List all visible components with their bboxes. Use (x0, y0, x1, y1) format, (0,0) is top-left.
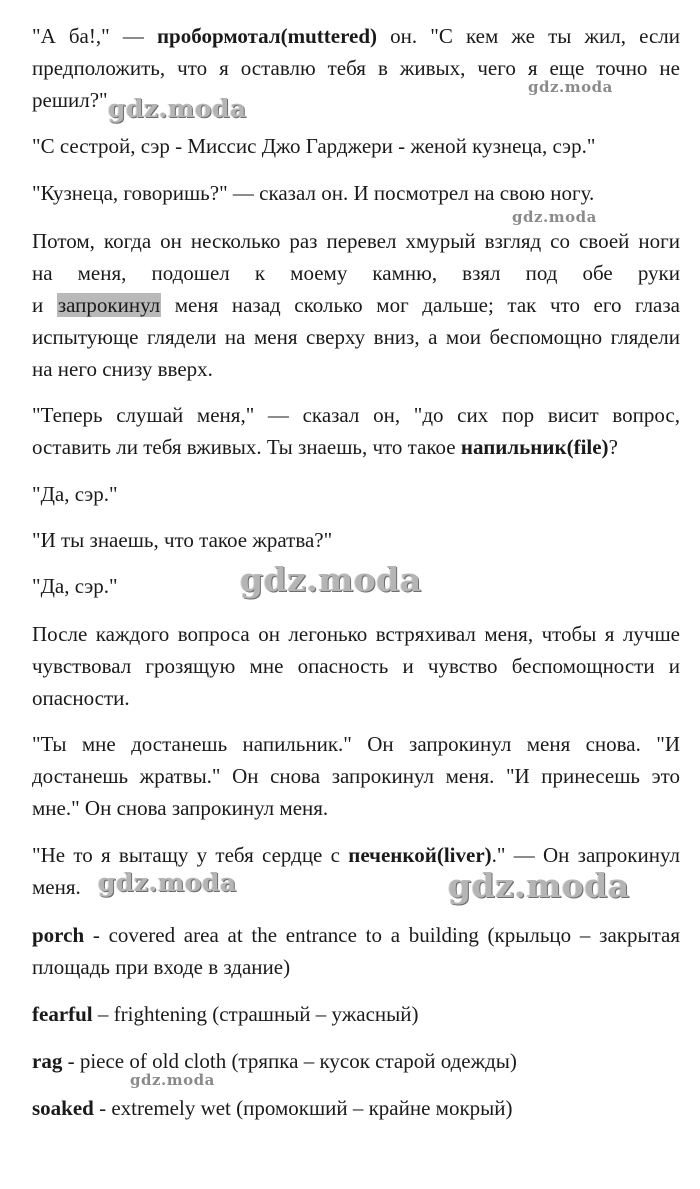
paragraph-4-line-2: на меня, подошел к моему камню, взял под обе руки (32, 261, 680, 285)
watermark: gdz.moda (98, 868, 237, 897)
vocab-term: fearful (32, 1002, 93, 1026)
paragraph-1-line-2: предположить, что я оставлю тебя в живых, чего я еще точно не (32, 56, 680, 80)
paragraph-4-line-4: испытующе глядели на меня сверху вниз, а мои беспомощно глядели (32, 325, 680, 349)
paragraph-10-line-1: "Ты мне достанешь напильник." Он запрокинул меня снова. "И (32, 732, 680, 756)
watermark: gdz.moda (130, 1071, 215, 1089)
watermark: gdz.moda (528, 78, 613, 96)
paragraph-4-line-1: Потом, когда он несколько раз перевел хмурый взгляд со своей ноги (32, 229, 680, 253)
paragraph-10-line-2: достанешь жратвы." Он снова запрокинул меня. "И принесешь это (32, 764, 680, 788)
bold-term-muttered: пробормотал(muttered) (156, 24, 378, 48)
paragraph-6: "Да, сэр." (32, 482, 118, 506)
paragraph-5-line-1: "Теперь слушай меня," — сказал он, "до сих пор висит вопрос, (32, 403, 680, 427)
bold-term-liver: печенкой(liver) (348, 843, 492, 867)
bold-term-file: напильник(file) (460, 435, 609, 459)
vocab-term: porch (32, 923, 85, 947)
paragraph-4-line-3: и запрокинул меня назад сколько мог дальше; так что его глаза (32, 293, 680, 317)
paragraph-4-line-5: на него снизу вверх. (32, 357, 213, 381)
paragraph-10-line-3: мне." Он снова запрокинул меня. (32, 796, 329, 820)
paragraph-1-line-3: решил?" (32, 88, 108, 112)
paragraph-1-line-1: "А ба!," — пробормотал(muttered) он. "С кем же ты жил, если (32, 24, 680, 48)
paragraph-9-line-1: После каждого вопроса он легонько встряхивал меня, чтобы я лучше (32, 622, 680, 646)
vocab-term: rag (32, 1049, 63, 1073)
paragraph-11-line-2: меня. (32, 875, 81, 899)
vocab-porch-line-1: porch - covered area at the entrance to a building (крыльцо – закрытая (32, 923, 680, 947)
highlighted-word: запрокинул (57, 293, 161, 317)
paragraph-11-line-1: "Не то я вытащу у тебя сердце с печенкой(liver)." — Он запрокинул (32, 843, 680, 867)
paragraph-3: "Кузнеца, говоришь?" — сказал он. И посмотрел на свою ногу. (32, 181, 595, 205)
vocab-term: soaked (32, 1096, 94, 1120)
vocab-soaked: soaked - extremely wet (промокший – крайне мокрый) (32, 1096, 513, 1120)
paragraph-2: "С сестрой, сэр - Миссис Джо Гарджери - женой кузнеца, сэр." (32, 134, 596, 158)
paragraph-9-line-3: опасности. (32, 686, 130, 710)
vocab-porch-line-2: площадь при входе в здание) (32, 955, 291, 979)
vocab-fearful: fearful – frightening (страшный – ужасный) (32, 1002, 419, 1026)
paragraph-7: "И ты знаешь, что такое жратва?" (32, 528, 333, 552)
paragraph-9-line-2: чувствовал грозящую мне опасность и чувство беспомощности и (32, 654, 680, 678)
paragraph-8: "Да, сэр." (32, 574, 118, 598)
watermark: gdz.moda (240, 560, 422, 599)
watermark: gdz.moda (512, 208, 597, 226)
watermark: gdz.moda (448, 866, 630, 905)
paragraph-5-line-2: оставить ли тебя вживых. Ты знаешь, что такое напильник(file)? (32, 435, 618, 459)
watermark: gdz.moda (108, 94, 247, 123)
vocab-rag: rag - piece of old cloth (тряпка – кусок старой одежды) (32, 1049, 517, 1073)
